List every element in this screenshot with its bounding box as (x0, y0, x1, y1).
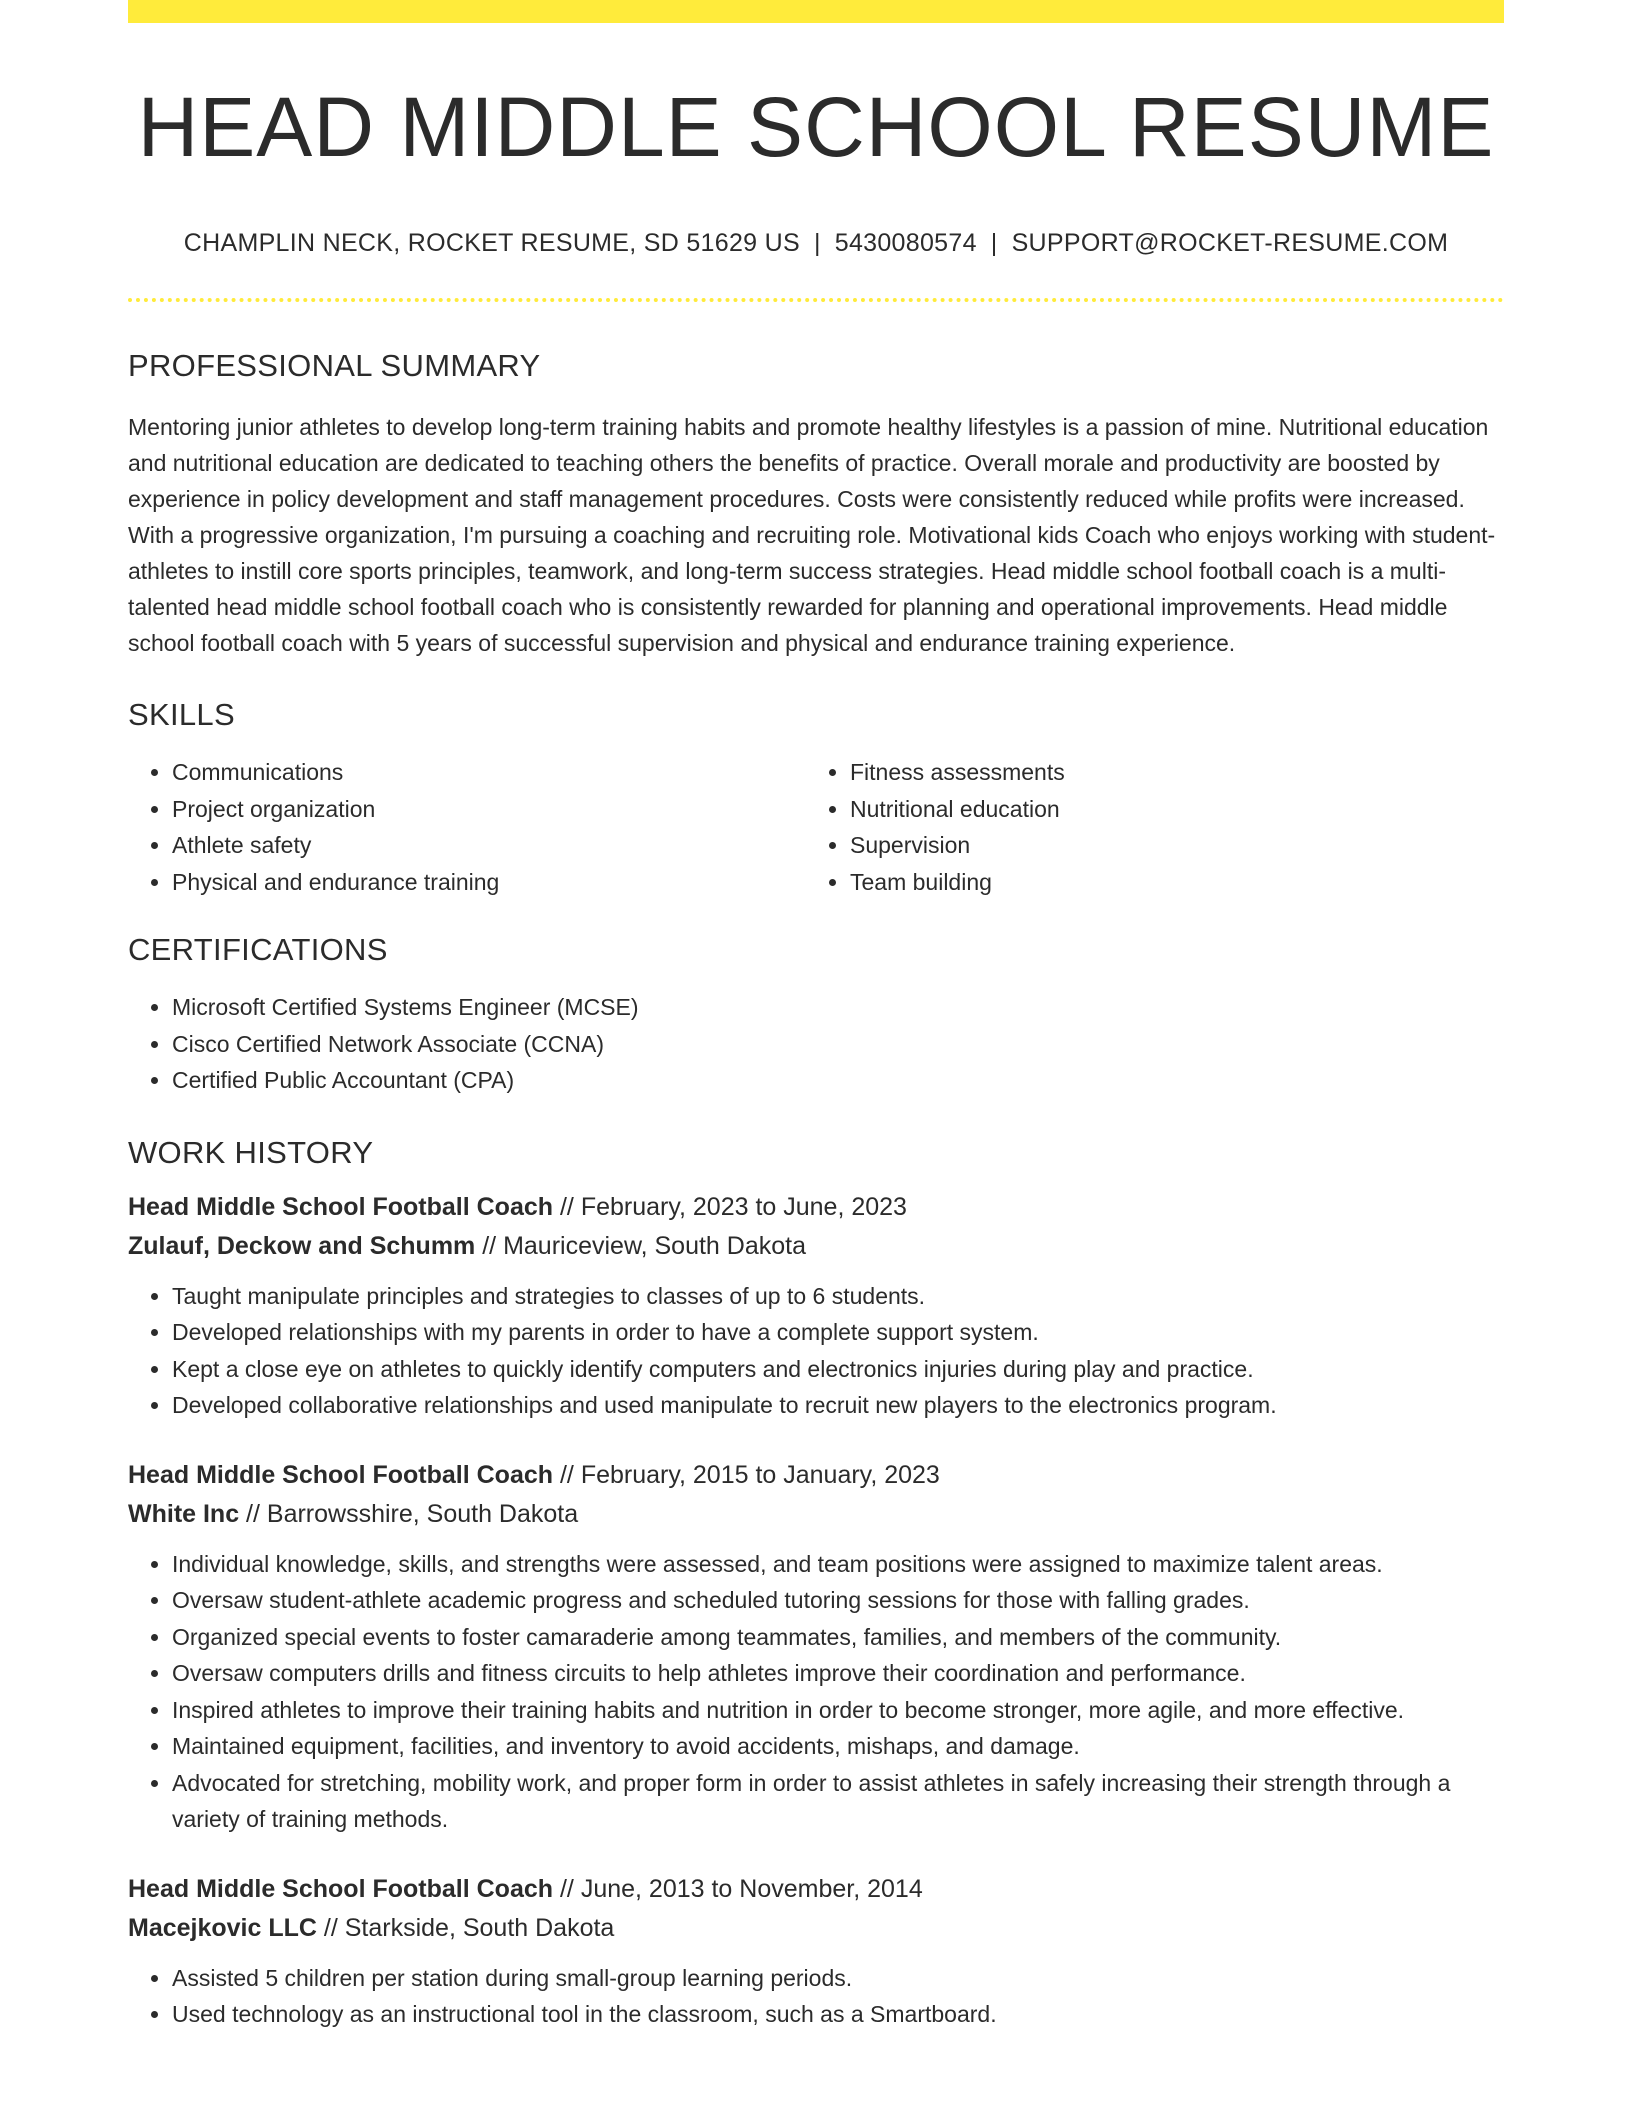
contact-separator: | (813, 229, 821, 257)
job-dates: // February, 2015 to January, 2023 (553, 1460, 940, 1489)
section-title-certifications: CERTIFICATIONS (128, 932, 388, 967)
section-title-skills: SKILLS (128, 697, 235, 732)
list-item: • Taught manipulate principles and strategies to classes of up to 6 students. (172, 1278, 1504, 1315)
job-entry (128, 1188, 1504, 1424)
list-item: • Oversaw computers drills and fitness circuits to help athletes improve their coordination and performance. (172, 1655, 1504, 1692)
list-item: • Assisted 5 children per station during small-group learning periods. (172, 1960, 1504, 1997)
job-dates: // June, 2013 to November, 2014 (553, 1874, 923, 1903)
skills-list-left (128, 754, 806, 900)
job-location: // Mauriceview, South Dakota (475, 1231, 806, 1260)
list-item: • Nutritional education (850, 791, 1484, 828)
list-item: • Advocated for stretching, mobility work, and proper form in order to assist athletes in safely increasing their strength through a variety of training methods. (172, 1765, 1504, 1838)
certifications-list (128, 989, 1504, 1099)
job-company: Macejkovic LLC (128, 1913, 317, 1942)
list-item: • Oversaw student-athlete academic progress and scheduled tutoring sessions for those with falling grades. (172, 1582, 1504, 1619)
job-company: Zulauf, Deckow and Schumm (128, 1231, 476, 1260)
job-company-line (128, 1227, 1504, 1266)
section-title-summary: PROFESSIONAL SUMMARY (128, 348, 541, 383)
list-item: • Cisco Certified Network Associate (CCNA) (172, 1026, 1504, 1063)
list-item: • Athlete safety (172, 827, 806, 864)
list-item: • Individual knowledge, skills, and strengths were assessed, and team positions were assigned to maximize talent areas. (172, 1546, 1504, 1583)
list-item: • Used technology as an instructional tool in the classroom, such as a Smartboard. (172, 1996, 1504, 2033)
resume-title: HEAD MIDDLE SCHOOL RESUME (137, 80, 1495, 174)
job-company: White Inc (128, 1499, 240, 1528)
job-location: // Barrowsshire, South Dakota (239, 1499, 579, 1528)
job-company-line (128, 1909, 1504, 1948)
list-item: • Organized special events to foster camaraderie among teammates, families, and members of the community. (172, 1619, 1504, 1656)
summary-text: Mentoring junior athletes to develop long-term training habits and promote healthy lifestyles is a passion of mine. Nutritional education and nutritional education are dedicated to teaching others the benefits of practice. Overall morale and productivity are boosted by experience in policy development and staff management procedures. Costs were consistently reduced while profits were increased. With a progressive organization, I'm pursuing a coaching and recruiting role. Motivational kids Coach who enjoys working with student-athletes to instill core sports principles, teamwork, and long-term success strategies. Head middle school football coach is a multi-talented head middle school football coach who is consistently rewarded for planning and operational improvements. Head middle school football coach with 5 years of successful supervision and physical and endurance training experience. (128, 414, 1496, 656)
job-role-line (128, 1188, 1504, 1227)
job-role-line (128, 1456, 1504, 1495)
list-item: • Project organization (172, 791, 806, 828)
accent-top-bar (128, 0, 1504, 23)
list-item: • Developed collaborative relationships and used manipulate to recruit new players to the electronics program. (172, 1387, 1504, 1424)
job-role: Head Middle School Football Coach (128, 1874, 554, 1903)
section-title-work-history: WORK HISTORY (128, 1134, 374, 1170)
list-item: • Physical and endurance training (172, 864, 806, 901)
job-dates: // February, 2023 to June, 2023 (553, 1192, 907, 1221)
job-role-line (128, 1870, 1504, 1909)
list-item: • Certified Public Accountant (CPA) (172, 1062, 1504, 1099)
list-item: • Supervision (850, 827, 1484, 864)
job-entry (128, 1456, 1504, 1838)
skills-list-right (806, 754, 1484, 900)
list-item: • Fitness assessments (850, 754, 1484, 791)
job-bullets (128, 1546, 1504, 1838)
contact-address: CHAMPLIN NECK, ROCKET RESUME, SD 51629 US (183, 229, 800, 257)
job-company-line (128, 1495, 1504, 1534)
skills-grid (128, 754, 1504, 900)
dotted-divider (128, 298, 1504, 302)
job-role: Head Middle School Football Coach (128, 1460, 554, 1489)
list-item: • Team building (850, 864, 1484, 901)
contact-separator: | (990, 229, 998, 257)
list-item: • Developed relationships with my parents in order to have a complete support system. (172, 1314, 1504, 1351)
job-role: Head Middle School Football Coach (128, 1192, 554, 1221)
job-entry (128, 1870, 1504, 2033)
list-item: • Maintained equipment, facilities, and inventory to avoid accidents, mishaps, and damage. (172, 1728, 1504, 1765)
job-location: // Starkside, South Dakota (316, 1913, 615, 1942)
contact-phone: 5430080574 (834, 229, 977, 257)
list-item: • Kept a close eye on athletes to quickly identify computers and electronics injuries during play and practice. (172, 1351, 1504, 1388)
resume-page (128, 0, 1504, 2033)
job-bullets (128, 1278, 1504, 1424)
job-bullets (128, 1960, 1504, 2033)
contact-email: SUPPORT@ROCKET-RESUME.COM (1011, 229, 1449, 257)
list-item: • Communications (172, 754, 806, 791)
list-item: • Microsoft Certified Systems Engineer (MCSE) (172, 989, 1504, 1026)
list-item: • Inspired athletes to improve their training habits and nutrition in order to become stronger, more agile, and more effective. (172, 1692, 1504, 1729)
contact-line (128, 229, 1504, 258)
